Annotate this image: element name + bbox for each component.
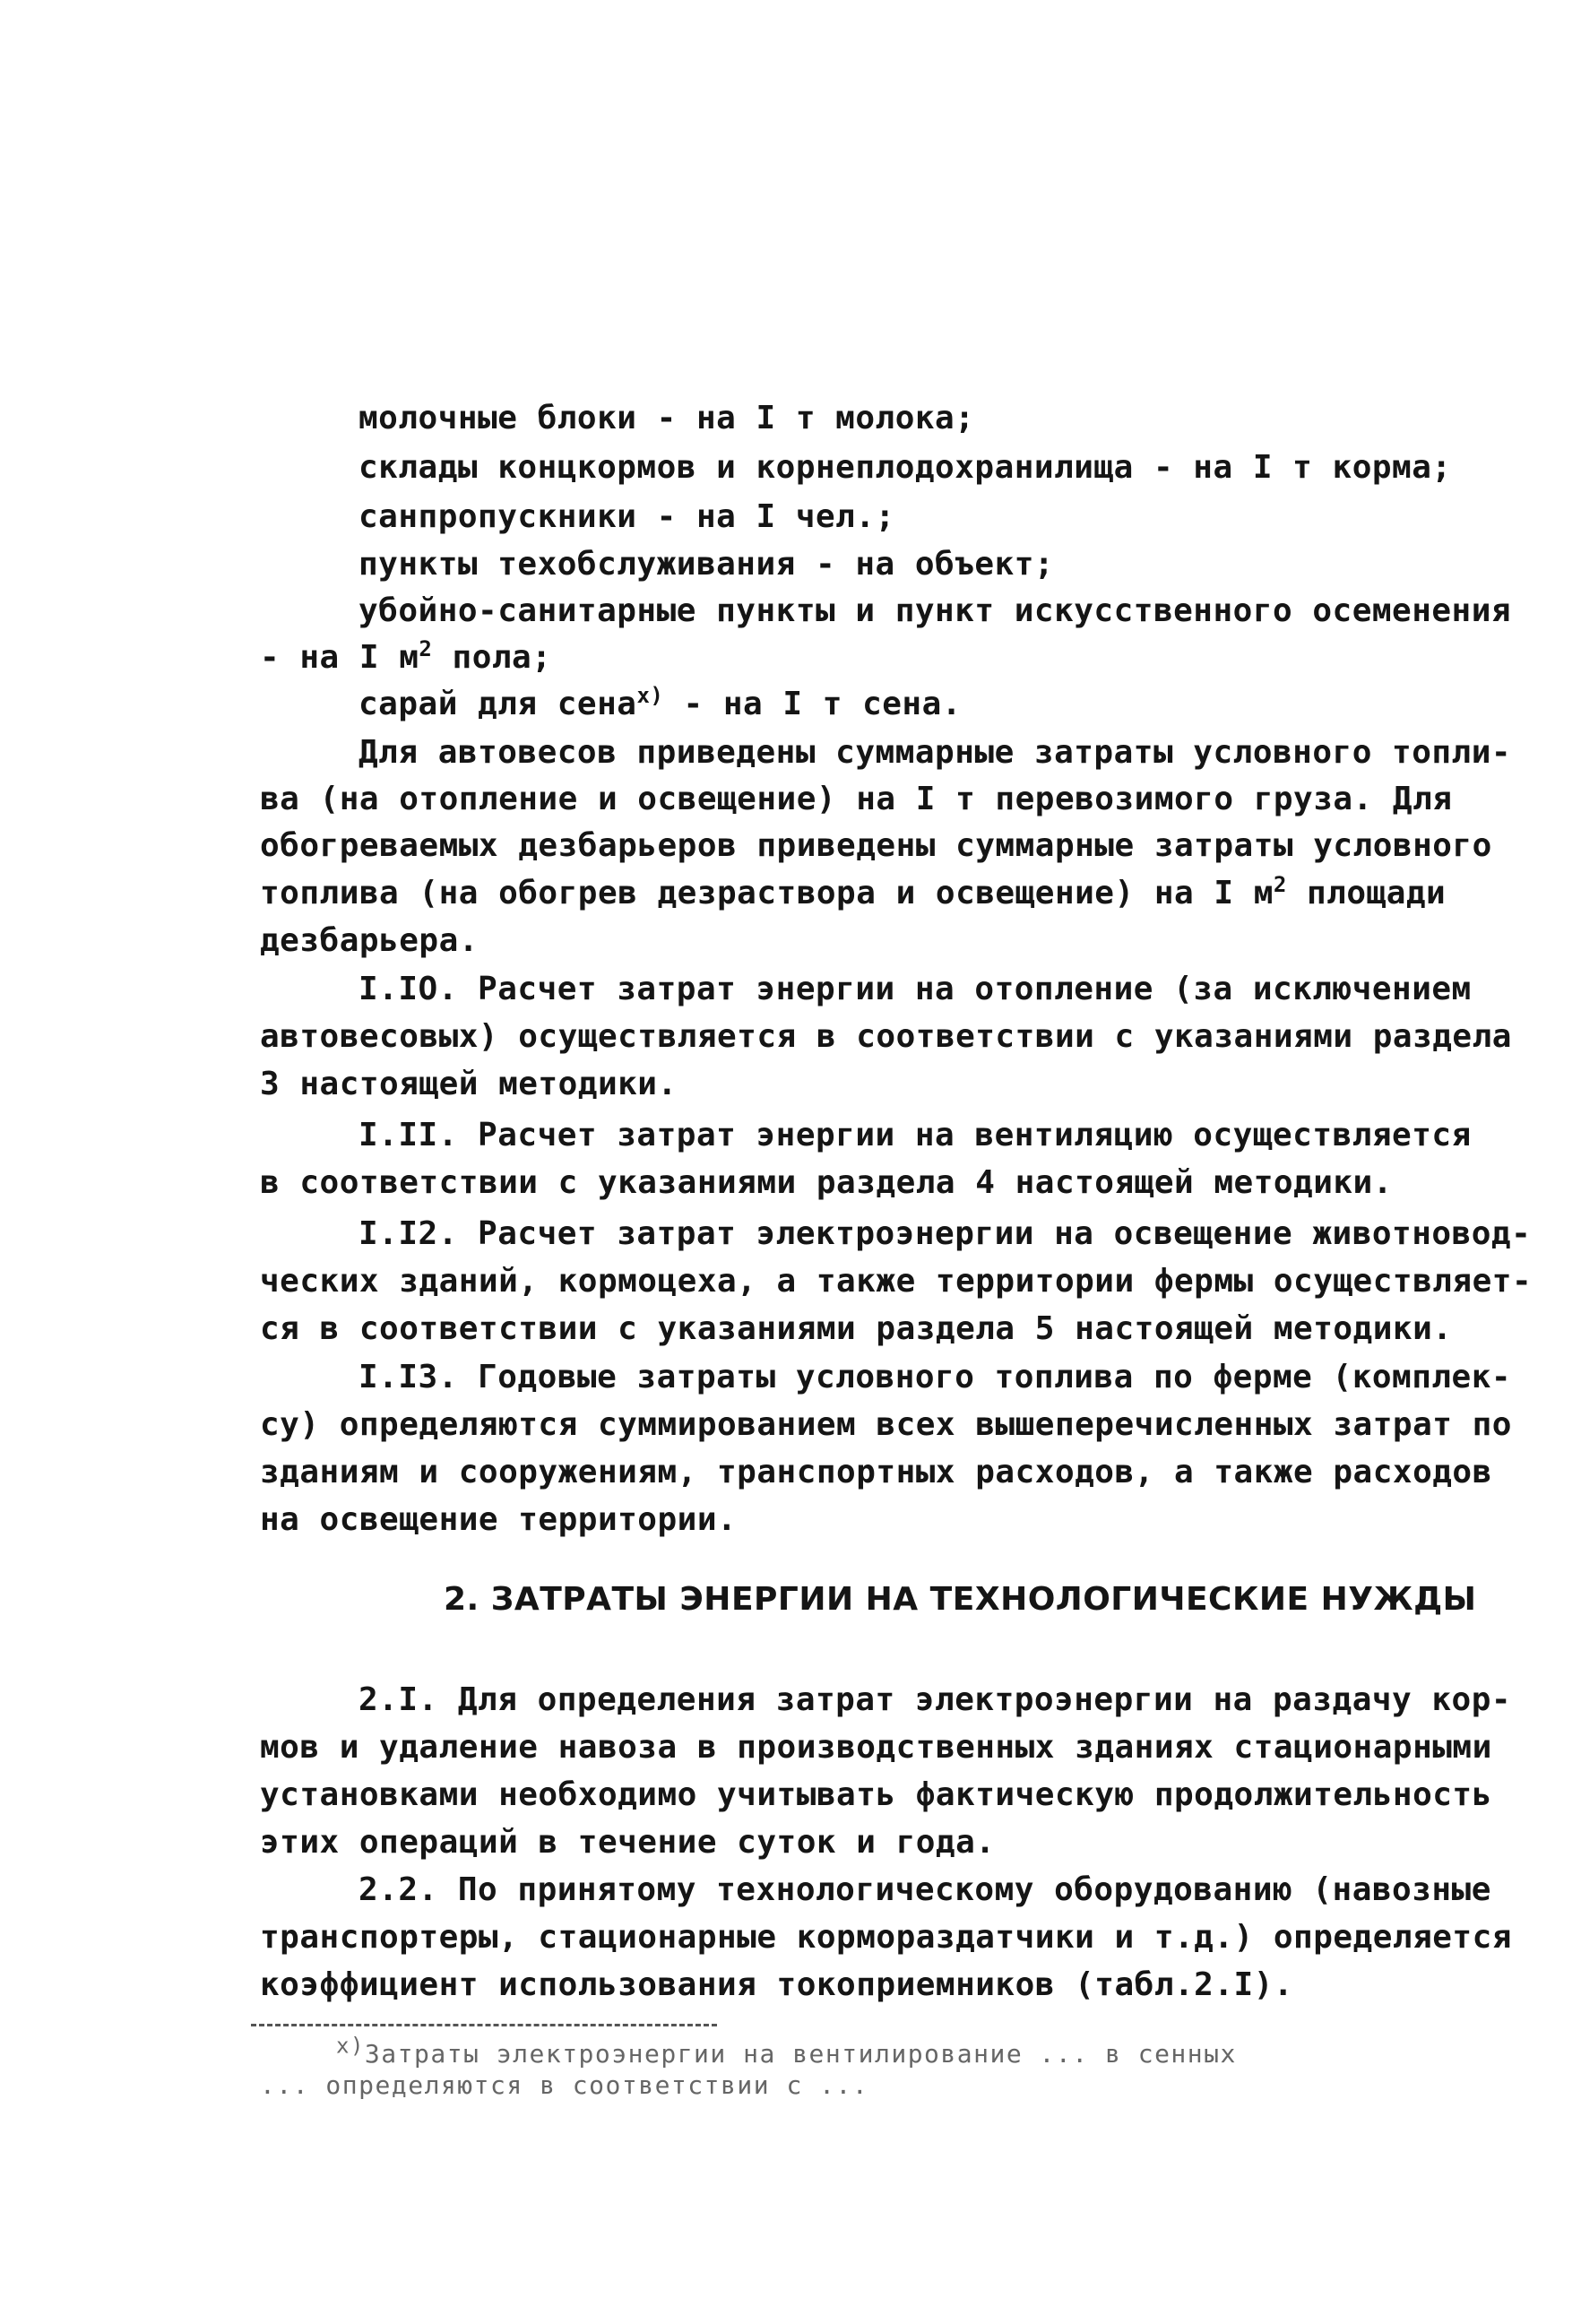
- text-line: обогреваемых дезбарьеров приведены суммарные затраты условного: [260, 827, 1492, 864]
- text-fragment: площади: [1286, 875, 1447, 911]
- footnote-marker: х): [336, 2033, 365, 2059]
- text-line: 3 настоящей методики.: [260, 1066, 678, 1102]
- text-line: су) определяются суммированием всех вышеперечисленных затрат по: [260, 1406, 1512, 1443]
- text-line: [260, 874, 1446, 913]
- text-line: Для автовесов приведены суммарные затраты условного топли-: [359, 734, 1512, 771]
- footnote-line: [336, 2033, 1237, 2069]
- text-line: транспортеры, стационарные кормораздатчики и т.д.) определяется: [260, 1919, 1512, 1956]
- text-line: убойно-санитарные пункты и пункт искусственного осеменения: [359, 592, 1512, 629]
- text-line: I.IO. Расчет затрат энергии на отопление (за исключением: [359, 971, 1472, 1007]
- text-line: [359, 685, 962, 724]
- text-line: I.II. Расчет затрат энергии на вентиляцию осуществляется: [359, 1117, 1472, 1153]
- footnote-line: ... определяются в соответствии с ...: [260, 2070, 869, 2100]
- text-line: ся в соответствии с указаниями раздела 5 настоящей методики.: [260, 1310, 1453, 1347]
- text-line: ческих зданий, кормоцеха, а также территории фермы осуществляет-: [260, 1263, 1533, 1300]
- text-line: I.I3. Годовые затраты условного топлива по ферме (комплек-: [359, 1359, 1512, 1395]
- text-line: дезбарьера.: [260, 922, 479, 959]
- superscript: 2: [419, 636, 433, 661]
- footnote-separator: [251, 2024, 717, 2026]
- text-line: санпропускники - на I чел.;: [359, 498, 895, 535]
- section-heading: 2. ЗАТРАТЫ ЭНЕРГИИ НА ТЕХНОЛОГИЧЕСКИЕ НУЖДЫ: [444, 1581, 1477, 1618]
- text-line: I.I2. Расчет затрат электроэнергии на освещение животновод-: [359, 1215, 1532, 1252]
- text-line: мов и удаление навоза в производственных зданиях стационарными: [260, 1729, 1492, 1766]
- text-line: коэффициент использования токоприемников (табл.2.I).: [260, 1966, 1294, 2003]
- text-line: 2.I. Для определения затрат электроэнергии на раздачу кор-: [359, 1681, 1512, 1718]
- text-line: этих операций в течение суток и года.: [260, 1824, 996, 1861]
- text-line: зданиям и сооружениям, транспортных расходов, а также расходов: [260, 1454, 1492, 1490]
- text-fragment: сарай для сена: [359, 686, 637, 722]
- text-fragment: пола;: [432, 639, 552, 676]
- text-fragment: - на I м: [260, 639, 419, 676]
- superscript: 2: [1273, 872, 1287, 897]
- footnote-marker: х): [636, 683, 664, 708]
- text-line: 2.2. По принятому технологическому оборудованию (навозные: [359, 1871, 1491, 1908]
- text-line: автовесовых) осуществляется в соответствии с указаниями раздела: [260, 1018, 1512, 1055]
- text-line: пункты техобслуживания - на объект;: [359, 546, 1055, 583]
- text-line: установками необходимо учитывать фактическую продолжительность: [260, 1776, 1492, 1813]
- footnote-text: Затраты электроэнергии на вентилирование ... в сенных: [364, 2039, 1237, 2069]
- text-line: молочные блоки - на I т молока;: [359, 400, 975, 436]
- text-line: ва (на отопление и освещение) на I т перевозимого груза. Для: [260, 781, 1453, 817]
- text-line: [260, 638, 551, 678]
- text-line: в соответствии с указаниями раздела 4 настоящей методики.: [260, 1164, 1393, 1201]
- text-line: на освещение территории.: [260, 1501, 738, 1538]
- text-line: склады концкормов и корнеплодохранилища - на I т корма;: [359, 449, 1452, 486]
- text-fragment: - на I т сена.: [663, 686, 962, 722]
- text-fragment: топлива (на обогрев дезраствора и освещение) на I м: [260, 875, 1274, 911]
